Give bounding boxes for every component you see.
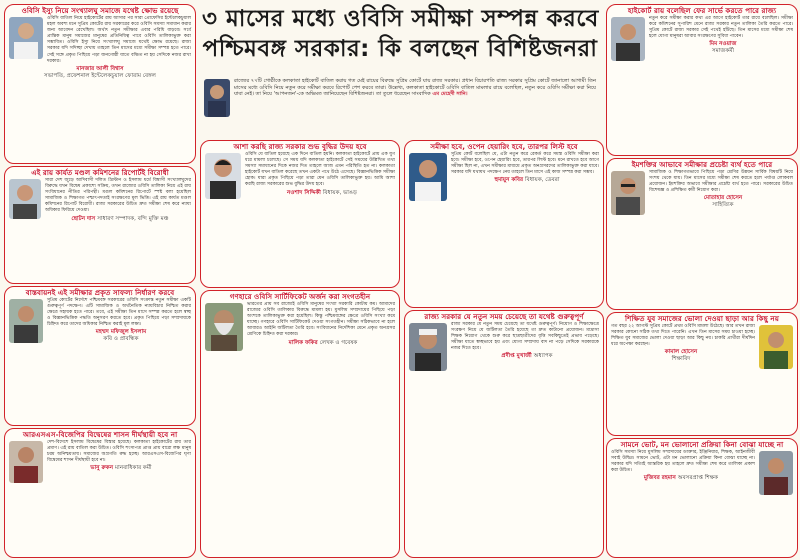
author-photo [204, 79, 230, 117]
signature-name: মুজিবর রহমান [643, 475, 676, 482]
author-photo [611, 171, 645, 215]
article-heading: বাস্তবায়নই এই সমীক্ষার প্রকৃত সাফল্য নির্ধারণ করবে [25, 288, 175, 297]
article-body [607, 169, 797, 195]
signature-role: বিধায়ক, ডেবরা [525, 177, 560, 184]
article-body [405, 321, 603, 353]
article-body [201, 301, 399, 340]
signature-role: বিধায়ক, ভাঙড় [322, 189, 357, 196]
article-text: গত বছর ২২ আগস্ট সুপ্রিম কোর্টে প্রথম ওবিসি মামলা উঠেছে। আর তখন রাজ্য সরকার কোনো সঠিক তথ্য দিতে পারেনি। এখন তিন মাসের সময় চাওয়া হচ্ছে। শিক্ষিত যুব সমাজের ভোলা দেওয়া ছাড়া আর কিছু নয়। চাকরি প্রার্থীরা দীর্ঘদিন ধরে অপেক্ষা করছেন। [611, 324, 755, 348]
article-card [4, 286, 196, 426]
article-card [606, 4, 798, 156]
article-card [606, 438, 798, 558]
author-photo [205, 303, 243, 351]
article-heading: শিক্ষিত যুব সমাজের ভোলা দেওয়া ছাড়া আর কিছু নয় [625, 314, 779, 323]
article-heading: সমীক্ষা হবে, ওপেন হেয়ারিং হবে, তারপর লিস্ট হবে [430, 142, 578, 151]
signature-role: সমাজকর্মী [711, 48, 735, 55]
article-signature [5, 66, 195, 80]
article-heading: ওবিসি ইস্যু নিয়ে সংখ্যালঘু সমাজে যথেষ্ট ক্ষোভ রয়েছে [21, 6, 179, 15]
article-text: ওবিসি সমস্যা নিয়ে মুসলিম সম্প্রদায়ের ডাক্তার, ইঞ্জিনিয়ার, শিক্ষক, আইনজীবী সবাই উদ্বিগ্ন। সামনে ভোট, এটা মন ভোলানো প্রক্রিয়া কিনা বোঝা যাচ্ছে না। সরকার যদি সত্যিই আন্তরিক হয় তাহলে দ্রুত সমীক্ষা শেষ করে তালিকা প্রকাশ করা উচিত। [611, 450, 755, 474]
article-body [607, 323, 797, 349]
intro-paragraph [204, 78, 596, 130]
intro-byline: এম মেহেদী সানি। [432, 91, 468, 98]
author-photo [611, 17, 645, 61]
article-body [5, 439, 195, 465]
signature-name: মোতাহার হোসেন [703, 195, 743, 202]
headline-line-1: ৩ মাসের মধ্যে ওবিসি সমীক্ষা সম্পন্ন করবে [202, 6, 599, 32]
article-card [404, 140, 604, 308]
signature-name: হুমায়ুন কবির [494, 177, 524, 184]
article-text: ভারতের প্রায় সব রাজ্যেই ওবিসি মানুষের সংখ্যা সরকারি কোটায় কম। আমাদের রাজ্যের ওবিসি তালিকার বিরুদ্ধে মামলা হয়। মুসলিম সম্প্রদায়ের পিছিয়ে পড়া অংশকে তালিকাভুক্ত করা হয়েছিল। কিন্তু পশ্চিমবঙ্গের ক্ষেত্রে ওবিসি সংখ্যা কমে যাচ্ছে। গণহারে ওবিসি সার্টিফিকেট দেওয়া সংগতহীন। সমীক্ষা সঠিকভাবে না হলে আবারও আইনি জটিলতা তৈরি হবে। সংবিধানের নির্দেশিকা মেনে প্রকৃত অনগ্রসর শ্রেণিকে চিহ্নিত করা দরকার। [247, 302, 395, 338]
article-card [200, 290, 400, 558]
author-photo [9, 299, 43, 343]
article-body [201, 151, 399, 190]
article-card [200, 140, 400, 288]
signature-role: শিক্ষাবিদ [671, 356, 691, 363]
signature-name: কামাল হোসেন [664, 349, 698, 356]
article-text: সারা দেশ জুড়ে আদিবাসী দলিত খ্রিস্টান ও ইসলাম ধর্মে বিশ্বাসী সংখ্যালঘুদের বিরুদ্ধে যখন বিদ্বেষ প্রকাশ্যে সক্রিয়, তখন রাজ্যের ওবিসি তালিকা নিয়ে এই রায় সংবিধানের নীতির পরিপন্থী। মণ্ডল কমিশনের রিপোর্টে স্পষ্ট বলা হয়েছিল সামাজিক ও শিক্ষাগত পশ্চাৎপদতাই সংরক্ষণের মূল ভিত্তি। এই রায় কার্যত মণ্ডল কমিশনের রিপোর্ট বিরোধী। রাজ্য সরকারের উচিত দ্রুত সমীক্ষা শেষ করে ন্যায্য অধিকার ফিরিয়ে দেওয়া। [45, 178, 191, 214]
article-body [5, 15, 195, 66]
article-body [5, 177, 195, 216]
article-heading: ইমশক্তির আভাবে সমীক্ষার প্রচেষ্টা ব্যর্থ হতে পারে [631, 160, 773, 169]
author-photo [205, 153, 241, 199]
article-heading: এই রায় কার্যত মণ্ডল কমিশনের রিপোর্টই বিরোধী [31, 168, 169, 177]
signature-role: কবি ও প্রাবন্ধিক [103, 336, 139, 343]
signature-role: মানবাধিকার কর্মী [115, 465, 152, 472]
author-photo [759, 451, 793, 495]
article-card [606, 312, 798, 436]
article-text: দেশ-বিদেশে ইসলাম বিদ্বেষের বিস্তার হয়েছে। কলকাতা হাইকোর্টের রায় তার প্রমাণ। এই রায় বাতিল করা উচিত। ওবিসি শংসাপত্র প্রাপ্ত প্রায় বারো লক্ষ মানুষ চরম অনিশ্চয়তায়। সমাজের অগ্রগতি রুদ্ধ হচ্ছে। আরএসএস-বিজেপির ঘৃণা বিদ্বেষের শাসন দীর্ঘস্থায়ী হবে না। [47, 440, 191, 464]
signature-name: প্রদীপ্ত মুখার্জী [501, 353, 532, 360]
article-card [606, 158, 798, 310]
signature-name: ভানু রুকন [90, 465, 114, 472]
signature-role: সভাপতি, প্রফেশনাল ইন্টেলেকচুয়াল ফোরাম বেঙ্গল [44, 72, 156, 79]
article-heading: রাজ্য সরকার যে নতুন সময় চেয়েছে তা যথেষ্ট গুরুত্বপূর্ণ [424, 312, 584, 321]
article-body [607, 449, 797, 475]
article-text: সুপ্রিম কোর্টের নির্দেশে পশ্চিমবঙ্গ সরকারের ওবিসি সংক্রান্ত নতুন সমীক্ষা একটি গুরুত্বপূর্ণ পদক্ষেপ। এটি সামাজিক ও অর্থনৈতিক ন্যায়বিচার নিশ্চিত করার ক্ষেত্রে সহায়ক হতে পারে। তবে, এই সমীক্ষা তিন মাসে সম্পন্ন করতে হলে স্বচ্ছ ও বিজ্ঞানভিত্তিক পদ্ধতি অনুসরণ করতে হবে। প্রকৃত পিছিয়ে পড়া সম্প্রদায়কে চিহ্নিত করে তাদের অধিকার নিশ্চিত করাই মূল লক্ষ্য। [47, 298, 191, 328]
article-text: সামাজিক ও শিক্ষাগতভাবে পিছিয়ে পড়া শ্রেণির উন্নয়ন সার্বিক বিষয়টি নিয়ে সংশয় থেকে যায়। তিন মাসের মধ্যে সমীক্ষা শেষ করতে হলে পর্যাপ্ত লোকবল প্রয়োজন। ইমশক্তির অভাবে সমীক্ষার প্রচেষ্টা ব্যর্থ হতে পারে। সরকারের উচিত বিশেষজ্ঞ ও প্রশিক্ষিত কর্মী নিয়োগ করা। [649, 170, 793, 194]
article-heading: হাইকোর্ট রায় বলেছিল ফের সার্ভে করতে পারে রাজ্য [627, 6, 777, 15]
author-photo [409, 153, 447, 201]
article-body [5, 297, 195, 329]
author-photo [9, 17, 43, 59]
signature-role: লেখক ও গবেষক [319, 339, 358, 346]
article-text: সুপ্রিম কোর্ট বলেছিল যে, এটা নতুন করে রেকর্ড করে সমস্ত ওবিসি সমীক্ষা করা হবে। সমীক্ষা হবে, ওপেন হেয়ারিং হবে, তারপর লিস্ট হবে। মনে রাখতে হবে আগে সমীক্ষা ছিল না, এখন সমীক্ষার মাধ্যমে প্রকৃত অনগ্রসরদের তালিকাভুক্ত করা যাবে। সরকার যদি যথাযথ পদক্ষেপ নেয় তাহলে তিন মাসে এই কাজ সম্পন্ন করা সম্ভব। [451, 152, 599, 176]
article-card [4, 428, 196, 558]
signature-role: সাহিত্যিক [712, 202, 734, 209]
article-text: ওবিসি যে বাতিল হয়েছে এক দিনে বাতিল হয়নি। কলকাতা হাইকোর্টে প্রায় এক যুগ ধরে মামলা চলেছে। সে সময় যদি কলকাতা হাইকোর্টে সেই সময়ের উল্লিখিত তথ্য সমস্যা সমাধানের দিকে নজর দিত তাহলে আজ এমন পরিস্থিতি হত না। কলকাতা হাইকোর্ট যখন বাতিল করেছে তখন একটা পথে উঠে এসেছে। বিজ্ঞানভিত্তিক সমীক্ষা হোক। যারা প্রকৃত পিছিয়ে পড়া তারা যেন ওবিসি তালিকাভুক্ত হয়। আমি আশা করছি রাজ্য সরকারের শুভ বুদ্ধির উদয় হবে। [245, 152, 395, 188]
author-photo [759, 325, 793, 369]
author-photo [409, 323, 447, 371]
author-photo [9, 179, 41, 219]
author-photo [9, 441, 43, 483]
signature-name: নওশাদ সিদ্দিকী [287, 189, 321, 196]
article-text: নতুন করে সমীক্ষা করার কথা এর আগে হাইকোর্ট তার রায়ে বলেছিল। সমীক্ষা করে কমিশনের সুপারিশ মেনে রাজ্য সরকার নতুন তালিকা তৈরি করতে পারে। সুপ্রিম কোর্টে রাজ্য সরকার সেই পথেই হাঁটছে। তিন মাসের মধ্যে সমীক্ষা শেষ হলে যোগ্য মানুষরা আবার সংরক্ষণের সুবিধা পাবেন। [649, 16, 793, 40]
signature-name: ছোটন দাস [71, 215, 96, 222]
signature-name: মিম নওয়াজ [709, 41, 737, 48]
article-card [4, 166, 196, 284]
signature-name: মালিক ফকির [288, 339, 318, 346]
signature-role: অবসরপ্রাপ্ত শিক্ষক [677, 475, 719, 482]
article-heading: আরএসএস-বিজেপির বিদ্বেষের শাসন দীর্ঘস্থায়ী হবে না [22, 430, 178, 439]
article-heading: গণহারে ওবিসি সার্টিফিকেট অর্জন করা সংগতহীন [229, 292, 371, 301]
article-card [404, 310, 604, 558]
headline-line-2: পশ্চিমবঙ্গ সরকার: কি বলছেন বিশিষ্টজনরা [202, 36, 598, 62]
main-headline [202, 4, 598, 70]
signature-name: মহম্মদ মফিজুল ইসলাম [95, 329, 147, 336]
article-card [4, 4, 196, 164]
article-body [607, 15, 797, 41]
article-heading: আশা করছি রাজ্য সরকার শুভ বুদ্ধির উদয় হবে [233, 142, 367, 151]
article-body [405, 151, 603, 177]
signature-name: মানজার আলী বিশ্বাস [76, 65, 124, 72]
article-heading: সামনে ভোট, মন ভোলানো প্রক্রিয়া কিনা বোঝা যাচ্ছে না [620, 440, 784, 449]
signature-role: অধ্যাপক [533, 353, 553, 360]
article-text: ওবিসি বাতিল নিয়ে হাইকোর্টের রায় আসার পর সারা প্রোফেসির ইন্টেলেকচুয়াল মহল অবশ্য মনে সুপ্রিম কোর্টের রায় সরকারের করে ওবিসি সমস্যা সমাধান করার জন্য আবেদন রেখেছিল। অর্থাৎ নতুন সমীক্ষার এবার পরিধি বাড়বে। সর্বে প্রান্তিক মানুষ সমাজের মানুষের প্রতিনিধিত্ব পাবে ওবিসি তালিকাভুক্ত করা সম্ভাবিত। ওবিসি ইস্যু নিয়ে সংখ্যালঘু সমাজে যথেষ্ট ক্ষোভ রয়েছে। রাজ্য সরকার যদি সদিচ্ছা দেখায় তাহলে তিন মাসের মধ্যে সমীক্ষা সম্পন্ন হতে পারে। সেই সঙ্গে প্রকৃত পিছিয়ে পড়া জনগোষ্ঠী যাতে বঞ্চিত না হয় সেদিকে নজর রাখা দরকার। [47, 16, 191, 64]
intro-text: রাজ্যের ৭৭টি গোষ্ঠীকে কলকাতা হাইকোর্ট বাতিল করায় গত মেই রায়ের বিরুদ্ধে সুপ্রিম কোর্টে যায় রাজ্য সরকার। প্রধান বিচারপতি রাজ্য সরকার সুপ্রিম কোর্টে জানালো আগামী তিন মাসের মধ্যে ওবিসি নিয়ে নতুন করে সমীক্ষা করবে রিপোর্ট পেশ করবে তারা। উল্লেখ্য, কলকাতা হাইকোর্টে ওবিসি বাতিল মামলার রায়ে বলেছিল, নতুন করে ওবিসি সমীক্ষা করা নিয়ে যাবা নেই। তা নিয়ে 'আপনজন'-কে অভিমত জানিয়েছেন বিশিষ্টজনরা। তা তুলে ধরেছেন সাংবাদিক [234, 78, 596, 98]
signature-role: সাধারণ সম্পাদক, বন্দি মুক্তি মঞ্চ [97, 215, 169, 222]
article-text: রাজ্য সরকার যে নতুন সময় চেয়েছে তা যথেষ্ট গুরুত্বপূর্ণ। নিয়োগ ও শিক্ষাক্ষেত্রে সংরক্ষণ নিয়ে যে জটিলতা তৈরি হয়েছে তা দ্রুত কাটানো প্রয়োজন। মাদ্রাসা শিক্ষক নিয়োগ থেকে শুরু করে ছাত্রছাত্রীদের বৃত্তি সবকিছুতেই প্রভাব পড়েছে। সমীক্ষা যাতে স্বচ্ছভাবে হয় এবং যোগ্য সম্প্রদায় বাদ না পড়ে সেদিকে সরকারকে নজর দিতে হবে। [451, 322, 599, 352]
